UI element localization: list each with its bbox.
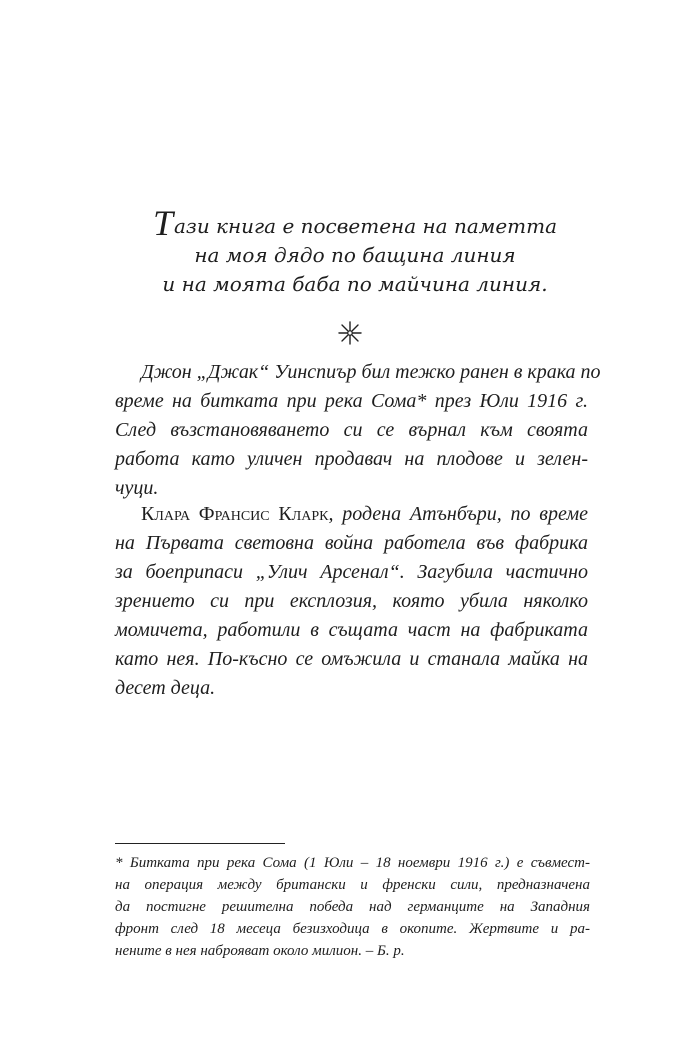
footnote-line-5: нените в нея наброяват около милион. – Б. р.: [115, 943, 405, 959]
paragraph-clara-clark: [115, 500, 588, 703]
paragraph2-line-7: десет деца.: [115, 677, 216, 699]
dedication: [120, 203, 590, 299]
paragraph-jack-winspear: [115, 358, 601, 503]
paragraph2-line-1: [115, 500, 588, 529]
dedication-line-3: и на моята баба по майчина линия.: [162, 272, 548, 296]
paragraph2-line-4: зрението си при експлозия, която убила няколко: [115, 590, 588, 612]
dedication-line-1-text: ази книга е посветена на паметта: [173, 214, 558, 238]
dedication-initial: Т: [152, 203, 173, 243]
paragraph2-line-3: за боеприпаси „Улич Арсенал“. Загубила частично: [115, 561, 588, 583]
paragraph1-line-3: След възстановяването си се върнал към своята: [115, 419, 588, 441]
footnote-line-4: фронт след 18 месеца безизходица в окопите. Жертвите и ра-: [115, 921, 590, 937]
footnote-separator: [115, 843, 285, 844]
footnote-line-3: да постигне решителна победа над германците на Западния: [115, 899, 590, 915]
paragraph1-line-5: чуци.: [115, 477, 159, 499]
dedication-line-2: на моя дядо по бащина линия: [194, 243, 516, 267]
footnote-line-2: на операция между британски и френски сили, предназначена: [115, 877, 590, 893]
paragraph1-line-1: Джон „Джак“ Уинспиър бил тежко ранен в крака по: [141, 361, 601, 383]
asterism-ornament-icon: [337, 320, 363, 346]
paragraph2-line-6: като нея. По-късно се омъжила и станала майка на: [115, 648, 588, 670]
footnote-line-1: * Битката при река Сома (1 Юли – 18 ноември 1916 г.) е съвмест-: [115, 855, 590, 871]
paragraph2-line-1-text: , родена Атънбъри, по време: [328, 503, 588, 525]
paragraph2-line-2: на Първата световна война работела във фабрика: [115, 532, 588, 554]
paragraph2-name: Клара Франсис Кларк: [141, 503, 329, 525]
footnote: [115, 852, 590, 962]
paragraph1-line-4: работа като уличен продавач на плодове и зелен-: [115, 448, 588, 470]
paragraph2-line-5: момичета, работили в същата част на фабриката: [115, 619, 588, 641]
dedication-line-1: [120, 203, 590, 243]
paragraph1-line-2: време на битката при река Сома* през Юли 1916 г.: [115, 390, 588, 412]
